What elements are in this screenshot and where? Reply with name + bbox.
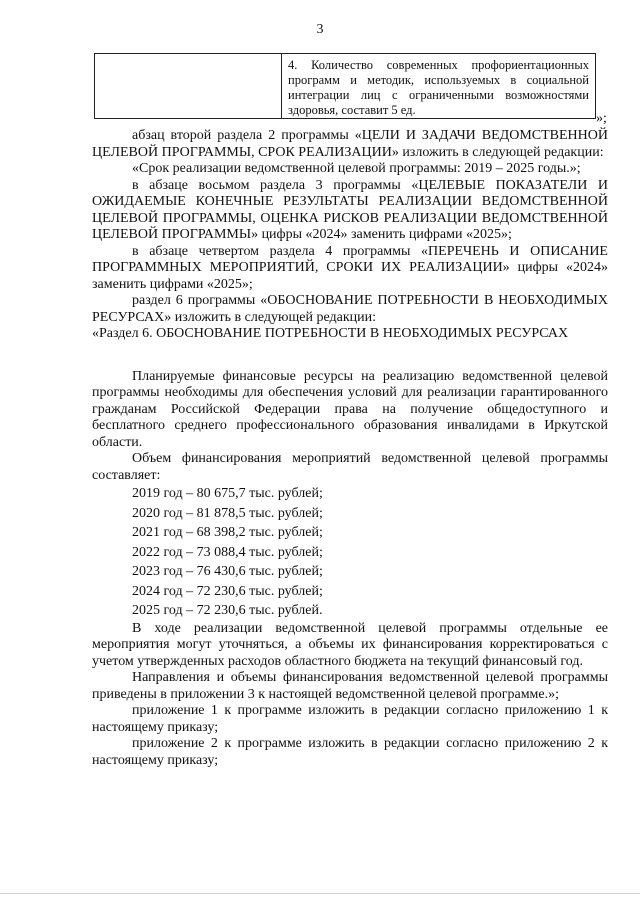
- funding-year-2020: 2020 год – 81 878,5 тыс. рублей;: [132, 505, 323, 521]
- paragraph-term: «Срок реализации ведомственной целевой программы: 2019 – 2025 годы.»;: [132, 161, 581, 176]
- page-number: 3: [316, 22, 324, 37]
- closing-quote: »;: [596, 111, 607, 126]
- funding-year-2024: 2024 год – 72 230,6 тыс. рублей;: [132, 583, 323, 599]
- section-6-title: «Раздел 6. ОБОСНОВАНИЕ ПОТРЕБНОСТИ В НЕОБХОДИМЫХ РЕСУРСАХ: [92, 326, 569, 341]
- paragraph-section-4: в абзаце четвертом раздела 4 программы «ПЕРЕЧЕНЬ И ОПИСАНИЕ ПРОГРАММНЫХ МЕРОПРИЯТИЙ, СРОКИ ИХ РЕАЛИЗАЦИИ» цифры «2024» заменить цифрами «2025»;: [92, 243, 608, 292]
- funding-year-2019: 2019 год – 80 675,7 тыс. рублей;: [132, 486, 323, 501]
- funding-years-list: [92, 484, 608, 621]
- scan-edge-line: [0, 893, 640, 894]
- table-cell-empty: [95, 54, 282, 118]
- results-table-fragment: [94, 53, 596, 119]
- funding-year-2023: 2023 год – 76 430,6 тыс. рублей;: [132, 564, 323, 579]
- paragraph-funding-volume: Объем финансирования мероприятий ведомственной целевой программы составляет:: [92, 451, 608, 483]
- funding-year-2022: 2022 год – 73 088,4 тыс. рублей;: [132, 544, 323, 560]
- paragraph-section-2: абзац второй раздела 2 программы «ЦЕЛИ И ЗАДАЧИ ВЕДОМСТВЕННОЙ ЦЕЛЕВОЙ ПРОГРАММЫ, СРОК РЕАЛИЗАЦИИ» изложить в следующей редакции:: [92, 128, 608, 160]
- document-body: [92, 128, 608, 769]
- paragraph-adjustments: В ходе реализации ведомственной целевой программы отдельные ее мероприятия могут уточняться, а объемы их финансирования корректироваться с учетом утвержденных расходов областного бюджета на текущий финансовый год.: [92, 620, 608, 669]
- spacer: [92, 343, 608, 369]
- paragraph-financial-resources: Планируемые финансовые ресурсы на реализацию ведомственной целевой программы необходимы для обеспечения условий для реализации гарантированного гражданам Российской Федерации права на получение общедоступного и бесплатного среднего профессионального образования инвалидами в Иркутской области.: [92, 368, 608, 450]
- paragraph-section-3: в абзаце восьмом раздела 3 программы «ЦЕЛЕВЫЕ ПОКАЗАТЕЛИ И ОЖИДАЕМЫЕ КОНЕЧНЫЕ РЕЗУЛЬТАТЫ РЕАЛИЗАЦИИ ВЕДОМСТВЕННОЙ ЦЕЛЕВОЙ ПРОГРАММЫ, ОЦЕНКА РИСКОВ РЕАЛИЗАЦИИ ВЕДОМСТВЕННОЙ ЦЕЛЕВОЙ ПРОГРАММЫ» цифры «2024» заменить цифрами «2025»;: [92, 177, 608, 242]
- funding-year-2025: 2025 год – 72 230,6 тыс. рублей.: [132, 603, 323, 618]
- table-cell-item-4: 4. Количество современных профориентационных программ и методик, используемых в социальной интеграции лиц с ограниченными возможностями здоровья, составит 5 ед.: [288, 58, 589, 117]
- paragraph-appendix-3: Направления и объемы финансирования ведомственной целевой программы приведены в приложении 3 к настоящей ведомственной целевой программе.»;: [92, 670, 608, 702]
- paragraph-section-6: раздел 6 программы «ОБОСНОВАНИЕ ПОТРЕБНОСТИ В НЕОБХОДИМЫХ РЕСУРСАХ» изложить в следующей редакции:: [92, 293, 608, 325]
- paragraph-appendix-1: приложение 1 к программе изложить в редакции согласно приложению 1 к настоящему приказу;: [92, 703, 608, 735]
- funding-year-2021: 2021 год – 68 398,2 тыс. рублей;: [132, 525, 323, 540]
- paragraph-appendix-2: приложение 2 к программе изложить в редакции согласно приложению 2 к настоящему приказу;: [92, 736, 608, 768]
